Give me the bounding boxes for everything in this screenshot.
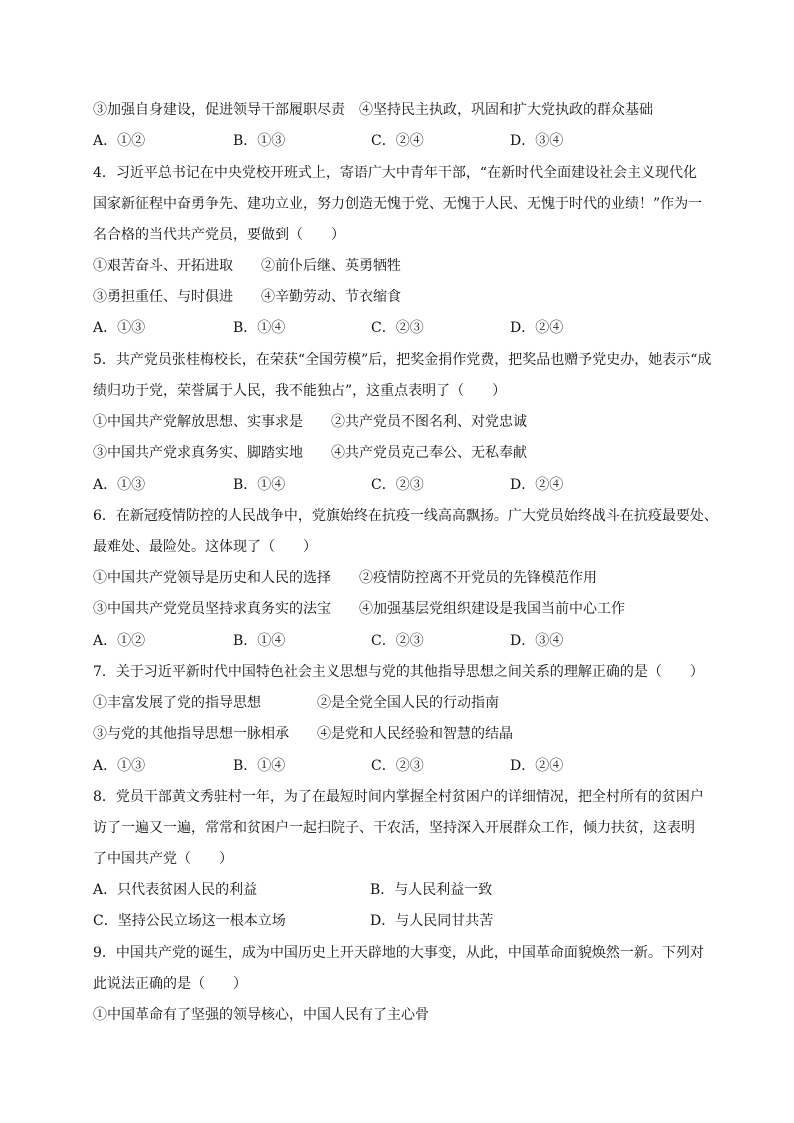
question-6-stem: 6．在新冠疫情防控的人民战争中，党旗始终在抗疫一线高高飘扬。广大党员始终战斗在抗疫最要处、 bbox=[93, 508, 718, 524]
choice-b[interactable]: B．①③ bbox=[233, 133, 286, 149]
option-line: ①丰富发展了党的指导思想 ②是全党全国人民的行动指南 bbox=[93, 695, 499, 711]
option-line: ①艰苦奋斗、开拓进取 ②前仆后继、英勇牺牲 bbox=[93, 258, 401, 274]
question-5-stem: 绩归功于党，荣誉属于人民，我不能独占”，这重点表明了（ ） bbox=[93, 383, 507, 399]
choice-c[interactable]: C．②③ bbox=[371, 758, 424, 774]
choice-b[interactable]: B．①④ bbox=[233, 320, 286, 336]
question-4-stem: 4．习近平总书记在中央党校开班式上，寄语广大中青年干部，“在新时代全面建设社会主义现代化 bbox=[93, 165, 698, 181]
choice-b[interactable]: B．与人民利益一致 bbox=[370, 882, 493, 898]
choice-a[interactable]: A．①③ bbox=[93, 477, 146, 493]
answer-choices bbox=[93, 911, 713, 931]
question-4-stem: 名合格的当代共产党员，要做到（ ） bbox=[93, 227, 345, 243]
option-line: ③勇担重任、与时俱进 ④辛勤劳动、节衣缩食 bbox=[93, 289, 401, 305]
option-line: ③中国共产党求真务实、脚踏实地 ④共产党员克己奉公、无私奉献 bbox=[93, 445, 527, 461]
option-line: ③加强自身建设，促进领导干部履职尽责 ④坚持民主执政，巩固和扩大党执政的群众基础 bbox=[93, 102, 653, 118]
choice-b[interactable]: B．①④ bbox=[233, 758, 286, 774]
choice-a[interactable]: A．①② bbox=[93, 633, 146, 649]
answer-choices bbox=[93, 131, 713, 151]
choice-c[interactable]: C．②③ bbox=[371, 633, 424, 649]
answer-choices bbox=[93, 880, 713, 900]
question-8-stem: 访了一遍又一遍，常常和贫困户一起扫院子、干农活，坚持深入开展群众工作，倾力扶贫，这表明 bbox=[93, 820, 695, 836]
option-line: ③中国共产党党员坚持求真务实的法宝 ④加强基层党组织建设是我国当前中心工作 bbox=[93, 601, 625, 617]
question-9-stem: 9．中国共产党的诞生，成为中国历史上开天辟地的大事变，从此，中国革命面貌焕然一新。下列对 bbox=[93, 945, 704, 961]
answer-choices bbox=[93, 756, 713, 776]
choice-c[interactable]: C．②③ bbox=[371, 320, 424, 336]
choice-d[interactable]: D．②④ bbox=[510, 320, 564, 336]
answer-choices bbox=[93, 631, 713, 651]
option-line: ①中国革命有了坚强的领导核心，中国人民有了主心骨 bbox=[93, 1007, 429, 1023]
choice-d[interactable]: D．②④ bbox=[510, 477, 564, 493]
choice-a[interactable]: A．①③ bbox=[93, 758, 146, 774]
choice-a[interactable]: A．①② bbox=[93, 133, 146, 149]
choice-b[interactable]: B．①④ bbox=[233, 477, 286, 493]
question-5-stem: 5．共产党员张桂梅校长，在荣获“全国劳模”后，把奖金捐作党费，把奖品也赠予党史办，她表示“成 bbox=[93, 352, 712, 368]
question-8-stem: 了中国共产党（ ） bbox=[93, 851, 233, 867]
choice-c[interactable]: C．坚持公民立场这一根本立场 bbox=[93, 913, 286, 929]
choice-d[interactable]: D．③④ bbox=[510, 633, 564, 649]
answer-choices bbox=[93, 475, 713, 495]
choice-d[interactable]: D．②④ bbox=[510, 758, 564, 774]
choice-b[interactable]: B．①④ bbox=[233, 633, 286, 649]
option-line: ①中国共产党解放思想、实事求是 ②共产党员不图名利、对党忠诚 bbox=[93, 414, 527, 430]
question-9-stem: 此说法正确的是（ ） bbox=[93, 976, 247, 992]
choice-a[interactable]: A．①③ bbox=[93, 320, 146, 336]
question-8-stem: 8．党员干部黄文秀驻村一年，为了在最短时间内掌握全村贫困户的详细情况，把全村所有的贫困户 bbox=[93, 789, 704, 805]
choice-c[interactable]: C．②③ bbox=[371, 477, 424, 493]
question-7-stem: 7．关于习近平新时代中国特色社会主义思想与党的其他指导思想之间关系的理解正确的是（ ） bbox=[93, 664, 704, 680]
choice-d[interactable]: D．③④ bbox=[510, 133, 564, 149]
question-6-stem: 最难处、最险处。这体现了（ ） bbox=[93, 539, 317, 555]
option-line: ③与党的其他指导思想一脉相承 ④是党和人民经验和智慧的结晶 bbox=[93, 726, 513, 742]
choice-d[interactable]: D．与人民同甘共苦 bbox=[370, 913, 494, 929]
option-line: ①中国共产党领导是历史和人民的选择 ②疫情防控离不开党员的先锋模范作用 bbox=[93, 570, 597, 586]
choice-a[interactable]: A．只代表贫困人民的利益 bbox=[93, 882, 258, 898]
answer-choices bbox=[93, 318, 713, 338]
choice-c[interactable]: C．②④ bbox=[371, 133, 424, 149]
question-4-stem: 国家新征程中奋勇争先、建功立业，努力创造无愧于党、无愧于人民、无愧于时代的业绩！”作为一 bbox=[93, 196, 703, 212]
